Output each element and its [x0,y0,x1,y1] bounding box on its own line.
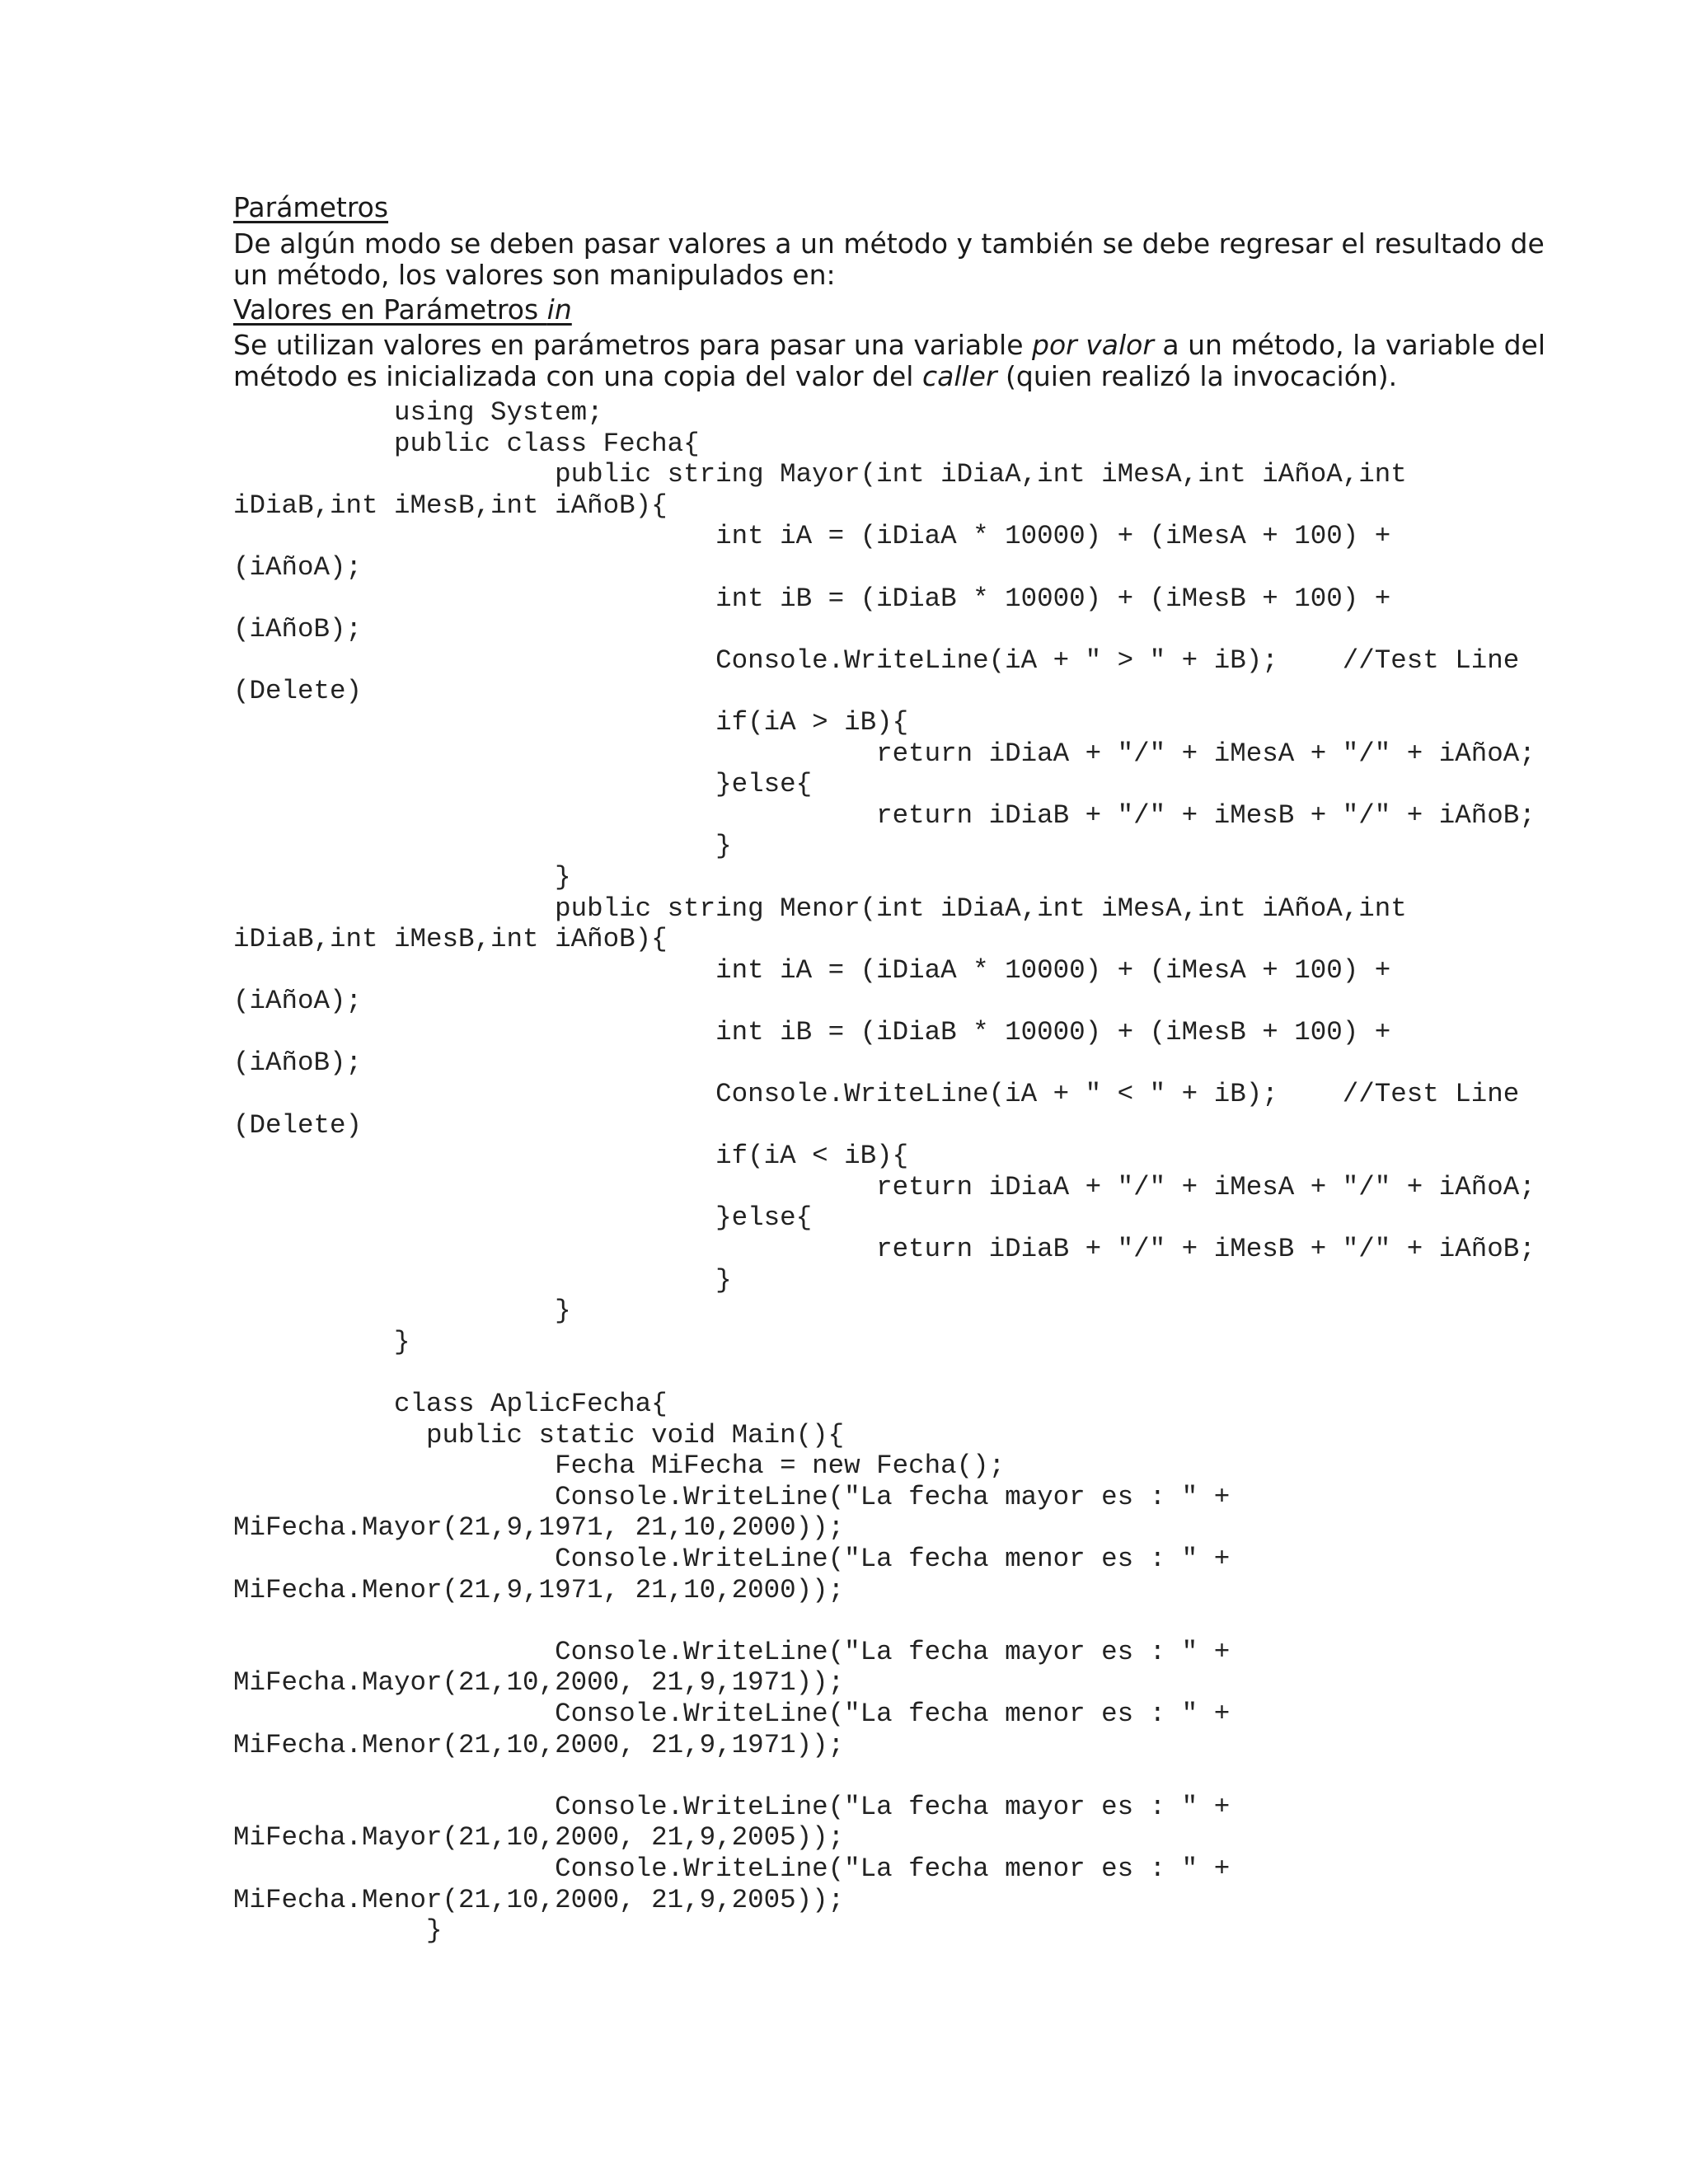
code-line: } [233,1296,571,1327]
code-line: return iDiaB + "/" + iMesB + "/" + iAñoB; [233,799,1536,831]
code-line: iDiaB,int iMesB,int iAñoB){ [233,924,668,955]
code-line: int iA = (iDiaA * 10000) + (iMesA + 100) + [233,521,1391,552]
intro-line-1: De algún modo se deben pasar valores a un método y también se debe regresar el resultado de [233,227,1545,260]
code-line: Console.WriteLine("La fecha mayor es : " + [233,1791,1231,1822]
intro-line-2: un método, los valores son manipulados en: [233,259,836,291]
code-line: } [233,1915,443,1947]
code-line: public static void Main(){ [233,1419,845,1451]
intro-paragraph [233,227,1545,291]
code-line: MiFecha.Menor(21,10,2000, 21,9,2005)); [233,1884,845,1915]
code-line: Console.WriteLine("La fecha mayor es : " + [233,1481,1231,1512]
code-line [233,1357,1536,1389]
code-line [233,1605,1536,1637]
code-line: int iA = (iDiaA * 10000) + (iMesA + 100) + [233,954,1391,986]
description-emphasis: caller [921,360,997,392]
code-line: (iAñoA); [233,986,363,1017]
description-text: (quien realizó la invocación). [996,360,1398,392]
code-line: (iAñoB); [233,614,363,645]
code-line: if(iA < iB){ [233,1141,909,1172]
page-title: Parámetros [233,191,389,223]
code-line: public string Menor(int iDiaA,int iMesA,int iAñoA,int [233,893,1407,924]
code-line: public class Fecha{ [233,428,700,459]
code-line: using System; [233,397,603,428]
code-line: Console.WriteLine("La fecha menor es : " + [233,1698,1231,1729]
code-line: MiFecha.Mayor(21,9,1971, 21,10,2000)); [233,1512,845,1544]
code-line: if(iA > iB){ [233,706,909,738]
code-line: return iDiaA + "/" + iMesA + "/" + iAñoA; [233,1171,1536,1202]
code-line: Console.WriteLine("La fecha menor es : " + [233,1543,1231,1574]
section-heading-italic: in [546,293,572,326]
code-line: Console.WriteLine("La fecha mayor es : " + [233,1636,1231,1667]
code-line: iDiaB,int iMesB,int iAñoB){ [233,490,668,521]
code-line: class AplicFecha{ [233,1389,668,1419]
code-line: int iB = (iDiaB * 10000) + (iMesB + 100) + [233,583,1391,614]
code-line: return iDiaA + "/" + iMesA + "/" + iAñoA; [233,738,1536,769]
code-line: (iAñoB); [233,1047,363,1079]
code-line: Console.WriteLine("La fecha menor es : " + [233,1853,1231,1884]
code-line: Fecha MiFecha = new Fecha(); [233,1451,1006,1482]
section-heading-text: Valores en Parámetros [233,293,547,326]
code-line: }else{ [233,1202,813,1234]
code-line: (Delete) [233,676,363,707]
code-line: } [233,831,732,862]
code-line: (Delete) [233,1109,363,1141]
code-line: } [233,1264,732,1296]
code-line: } [233,861,571,893]
description-paragraph [233,329,1546,392]
code-line: } [233,1326,410,1357]
code-line: MiFecha.Mayor(21,10,2000, 21,9,2005)); [233,1822,845,1854]
code-line: }else{ [233,769,813,800]
code-line: (iAñoA); [233,551,363,583]
description-text: Se utilizan valores en parámetros para pasar una variable [233,329,1033,361]
description-emphasis: por valor [1032,329,1154,361]
description-text: a un método, la variable del [1153,329,1546,361]
code-listing [233,397,1536,1947]
description-line-2 [233,361,1470,392]
code-line: public string Mayor(int iDiaA,int iMesA,int iAñoA,int [233,459,1407,490]
code-line: MiFecha.Mayor(21,10,2000, 21,9,1971)); [233,1667,845,1699]
code-line: MiFecha.Menor(21,9,1971, 21,10,2000)); [233,1574,845,1605]
description-text: método es inicializada con una copia del valor del [233,360,922,392]
code-line: MiFecha.Menor(21,10,2000, 21,9,1971)); [233,1729,845,1760]
code-line: Console.WriteLine(iA + " > " + iB); //Test Line [233,644,1520,676]
section-heading [233,294,572,326]
code-line: return iDiaB + "/" + iMesB + "/" + iAñoB; [233,1234,1536,1265]
code-line: int iB = (iDiaB * 10000) + (iMesB + 100) + [233,1016,1391,1047]
description-line-1 [233,329,1546,361]
code-line [233,1760,1536,1792]
code-line: Console.WriteLine(iA + " < " + iB); //Test Line [233,1079,1520,1110]
